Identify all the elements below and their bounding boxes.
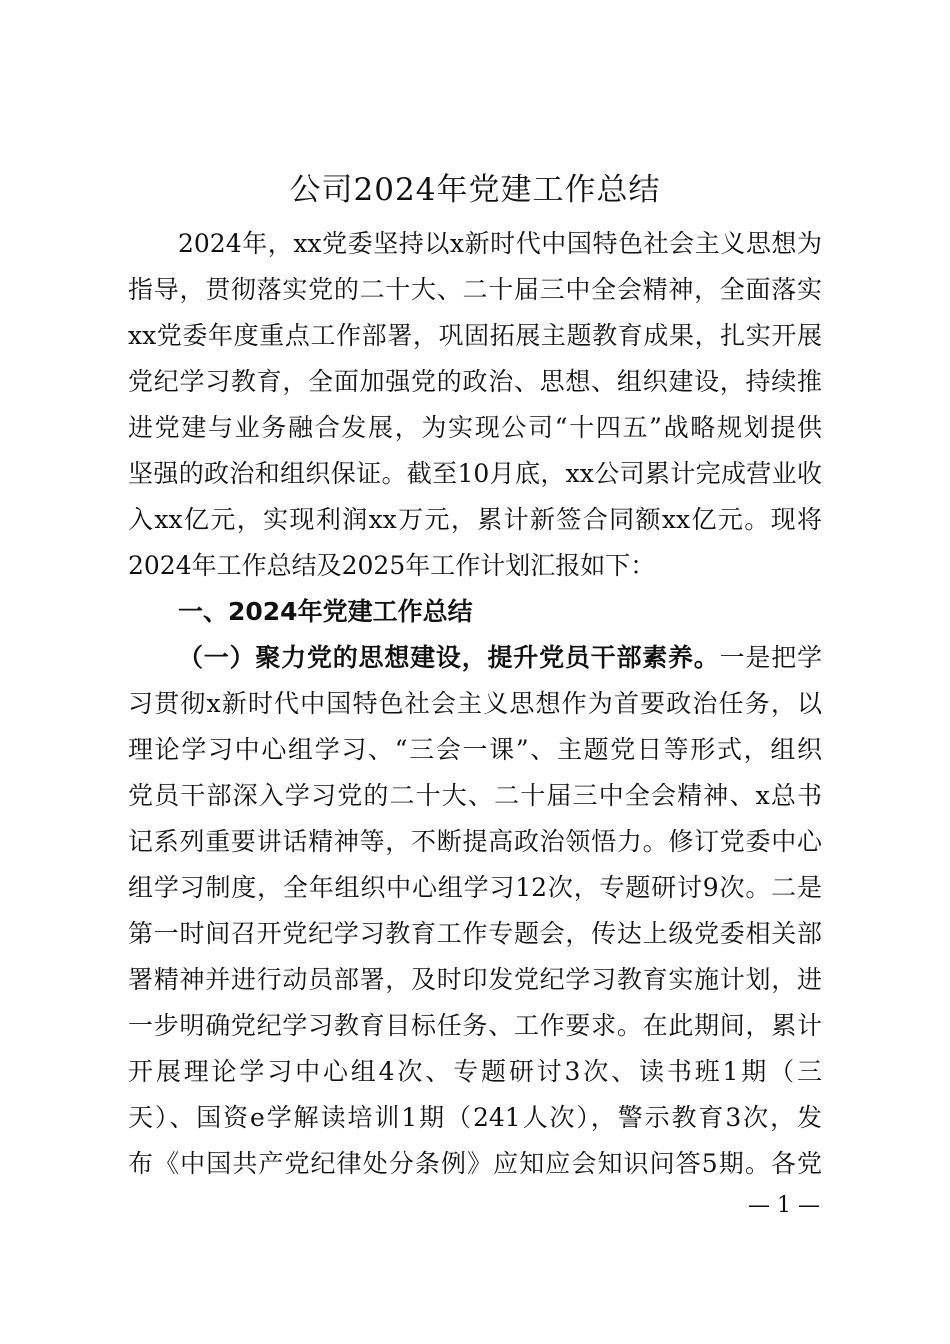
intro-line-3: xx党委年度重点工作部署，巩固拓展主题教育成果，扎实开展 [128, 321, 822, 350]
document-title: 公司2024年党建工作总结 [289, 172, 661, 208]
intro-line-7: 入xx亿元，实现利润xx万元，累计新签合同额xx亿元。现将 [128, 505, 822, 534]
body-line-7: 署精神并进行动员部署，及时印发党纪学习教育实施计划，进 [128, 965, 822, 994]
body-line-3: 党员干部深入学习党的二十大、二十届三中全会精神、x总书 [128, 781, 822, 810]
subsection-heading: （一）聚力党的思想建设，提升党员干部素养。 [178, 643, 720, 672]
body-line-5: 组学习制度，全年组织中心组学习12次，专题研讨9次。二是 [128, 873, 822, 902]
intro-line-2: 指导，贯彻落实党的二十大、二十届三中全会精神，全面落实 [128, 275, 822, 304]
page-number: — 1 — [748, 1193, 820, 1218]
body-line-11: 布《中国共产党纪律处分条例》应知应会知识问答5期。各党 [128, 1149, 822, 1178]
section-heading: 一、2024年党建工作总结 [178, 597, 473, 626]
body-line-2: 理论学习中心组学习、“三会一课”、主题党日等形式，组织 [128, 735, 822, 764]
body-line-8: 一步明确党纪学习教育目标任务、工作要求。在此期间，累计 [128, 1011, 822, 1040]
intro-line-6: 坚强的政治和组织保证。截至10月底，xx公司累计完成营业收 [128, 459, 822, 488]
subsection-first-line [178, 635, 822, 681]
intro-line-8: 2024年工作总结及2025年工作计划汇报如下： [128, 551, 656, 580]
subsection-first-line-rest: 一是把学 [719, 643, 822, 672]
intro-line-4: 党纪学习教育，全面加强党的政治、思想、组织建设，持续推 [128, 367, 822, 396]
body-line-9: 开展理论学习中心组4次、专题研讨3次、读书班1期（三 [128, 1057, 822, 1086]
body-line-10: 天）、国资e学解读培训1期（241人次），警示教育3次，发 [128, 1103, 822, 1132]
body-line-4: 记系列重要讲话精神等，不断提高政治领悟力。修订党委中心 [128, 827, 822, 856]
body-line-1: 习贯彻x新时代中国特色社会主义思想作为首要政治任务，以 [128, 689, 822, 718]
body-line-6: 第一时间召开党纪学习教育工作专题会，传达上级党委相关部 [128, 919, 822, 948]
intro-line-5: 进党建与业务融合发展，为实现公司“十四五”战略规划提供 [128, 413, 822, 442]
intro-line-1: 2024年，xx党委坚持以x新时代中国特色社会主义思想为 [178, 229, 822, 258]
